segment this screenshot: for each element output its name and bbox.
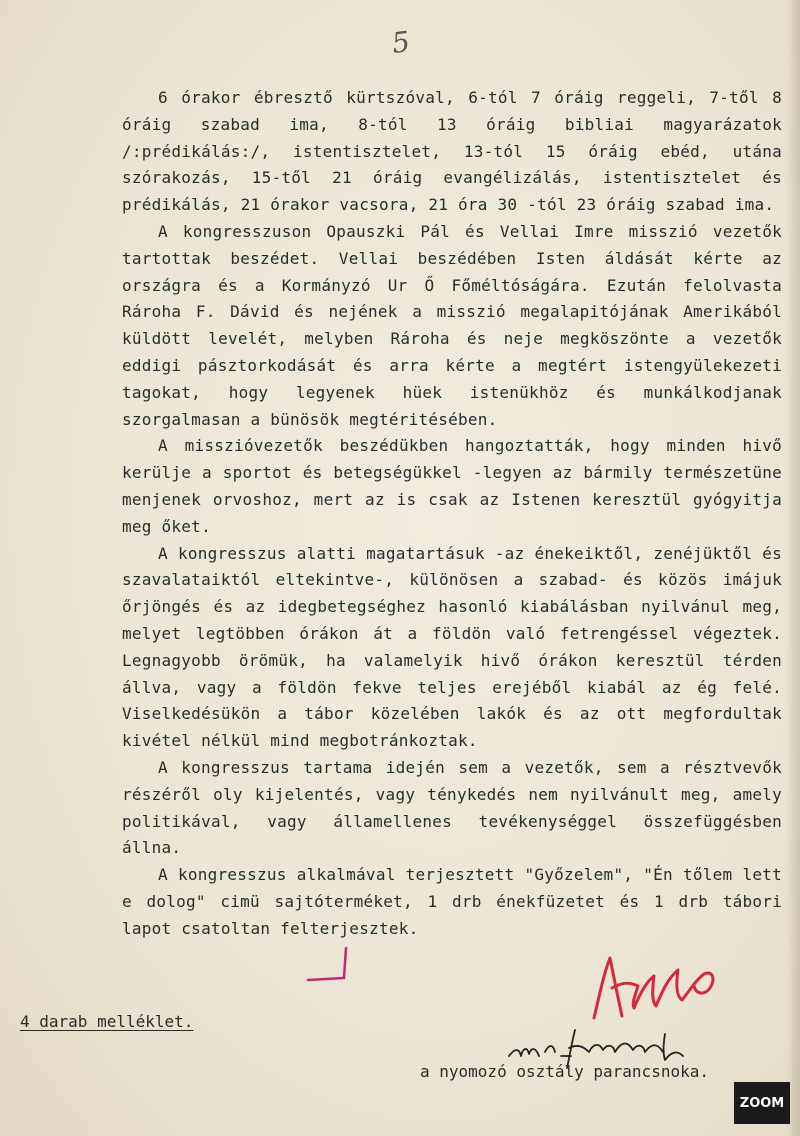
archive-logo: ZOOM [734,1082,790,1124]
paragraph-attachments: A kongresszus alkalmával terjesztett "Győzelem", "Én tőlem lett e dolog" cimü sajtóterméket, 1 drb énekfüzetet és 1 drb tábori lapot csatoltan felterjesztek. [122,865,782,938]
magenta-check-mark [300,940,360,986]
paragraph-schedule: 6 órakor ébresztő kürtszóval, 6-tól 7 óráig reggeli, 7-től 8 óráig szabad ima, 8-tól 13 óráig bibliai magyarázatok /:prédikálás:/, istentisztelet, 13-tól 15 óráig ebéd, utána szórakozás, 15-től 21 óráig evangélizálás, istentisztelet és prédikálás, 21 órakor vacsora, 21 óra 30 -tól 23 óráig szabad ima. [122,88,782,215]
paragraph-speeches: A kongresszuson Opauszki Pál és Vellai Imre misszió vezetők tartottak beszédet. Vellai beszédében Isten áldását kérte az országra és a Kormányzó Ur Ő Főméltóságára. Ezután felolvasta Rároha F. Dávid és nejének a misszió megalapitójának Amerikából küldött levelét, melyben Rároha és neje megköszönte a vezetők eddigi pásztorkodását és arra kérte a megtért istengyülekezeti tagokat, hogy legyenek hüek istenükhöz és munkálkodjanak szorgalmasan a bünösök megtéritésében. [122,221,782,429]
paragraph-health: A misszióvezetők beszédükben hangoztatták, hogy minden hivő kerülje a sportot és betegségükkel -legyen az bármily természetüne menjenek orvoshoz, mert az is csak az Istenen keresztül gyógyitja meg őket. [122,436,782,536]
page-number: 5 [389,24,413,61]
paragraph-behavior: A kongresszus alatti magatartásuk -az énekeiktől, zenéjüktől és szavalataiktól eltekintve-, különösen a szabad- és közös imájuk őrjöngés és az idegbetegséghez hasonló kiabálásban nyilvánul meg, melyet legtöbben órákon át a földön való fetrengéssel végeztek. Legnagyobb örömük, ha valamelyik hivő órákon keresztül térden állva, vagy a földön fekve teljes erejéből kiabál az ég felé. Viselkedésükön a tábor közelében lakók és az ott megfordultak kivétel nélkül mind megbotránkoztak. [122,543,782,751]
red-pencil-signature [582,948,722,1028]
attachments-note: 4 darab melléklet. [20,1012,194,1031]
document-body [122,85,782,943]
signatory-title: a nyomozó osztály parancsnoka. [420,1062,709,1081]
paragraph-politics: A kongresszus tartama idején sem a vezetők, sem a résztvevők részéről oly kijelentés, vagy ténykedés nem nyilvánult meg, amely politikával, vagy államellenes tevékenységgel összefüggésben állna. [122,757,782,858]
paper-edge-shadow [786,0,800,1136]
